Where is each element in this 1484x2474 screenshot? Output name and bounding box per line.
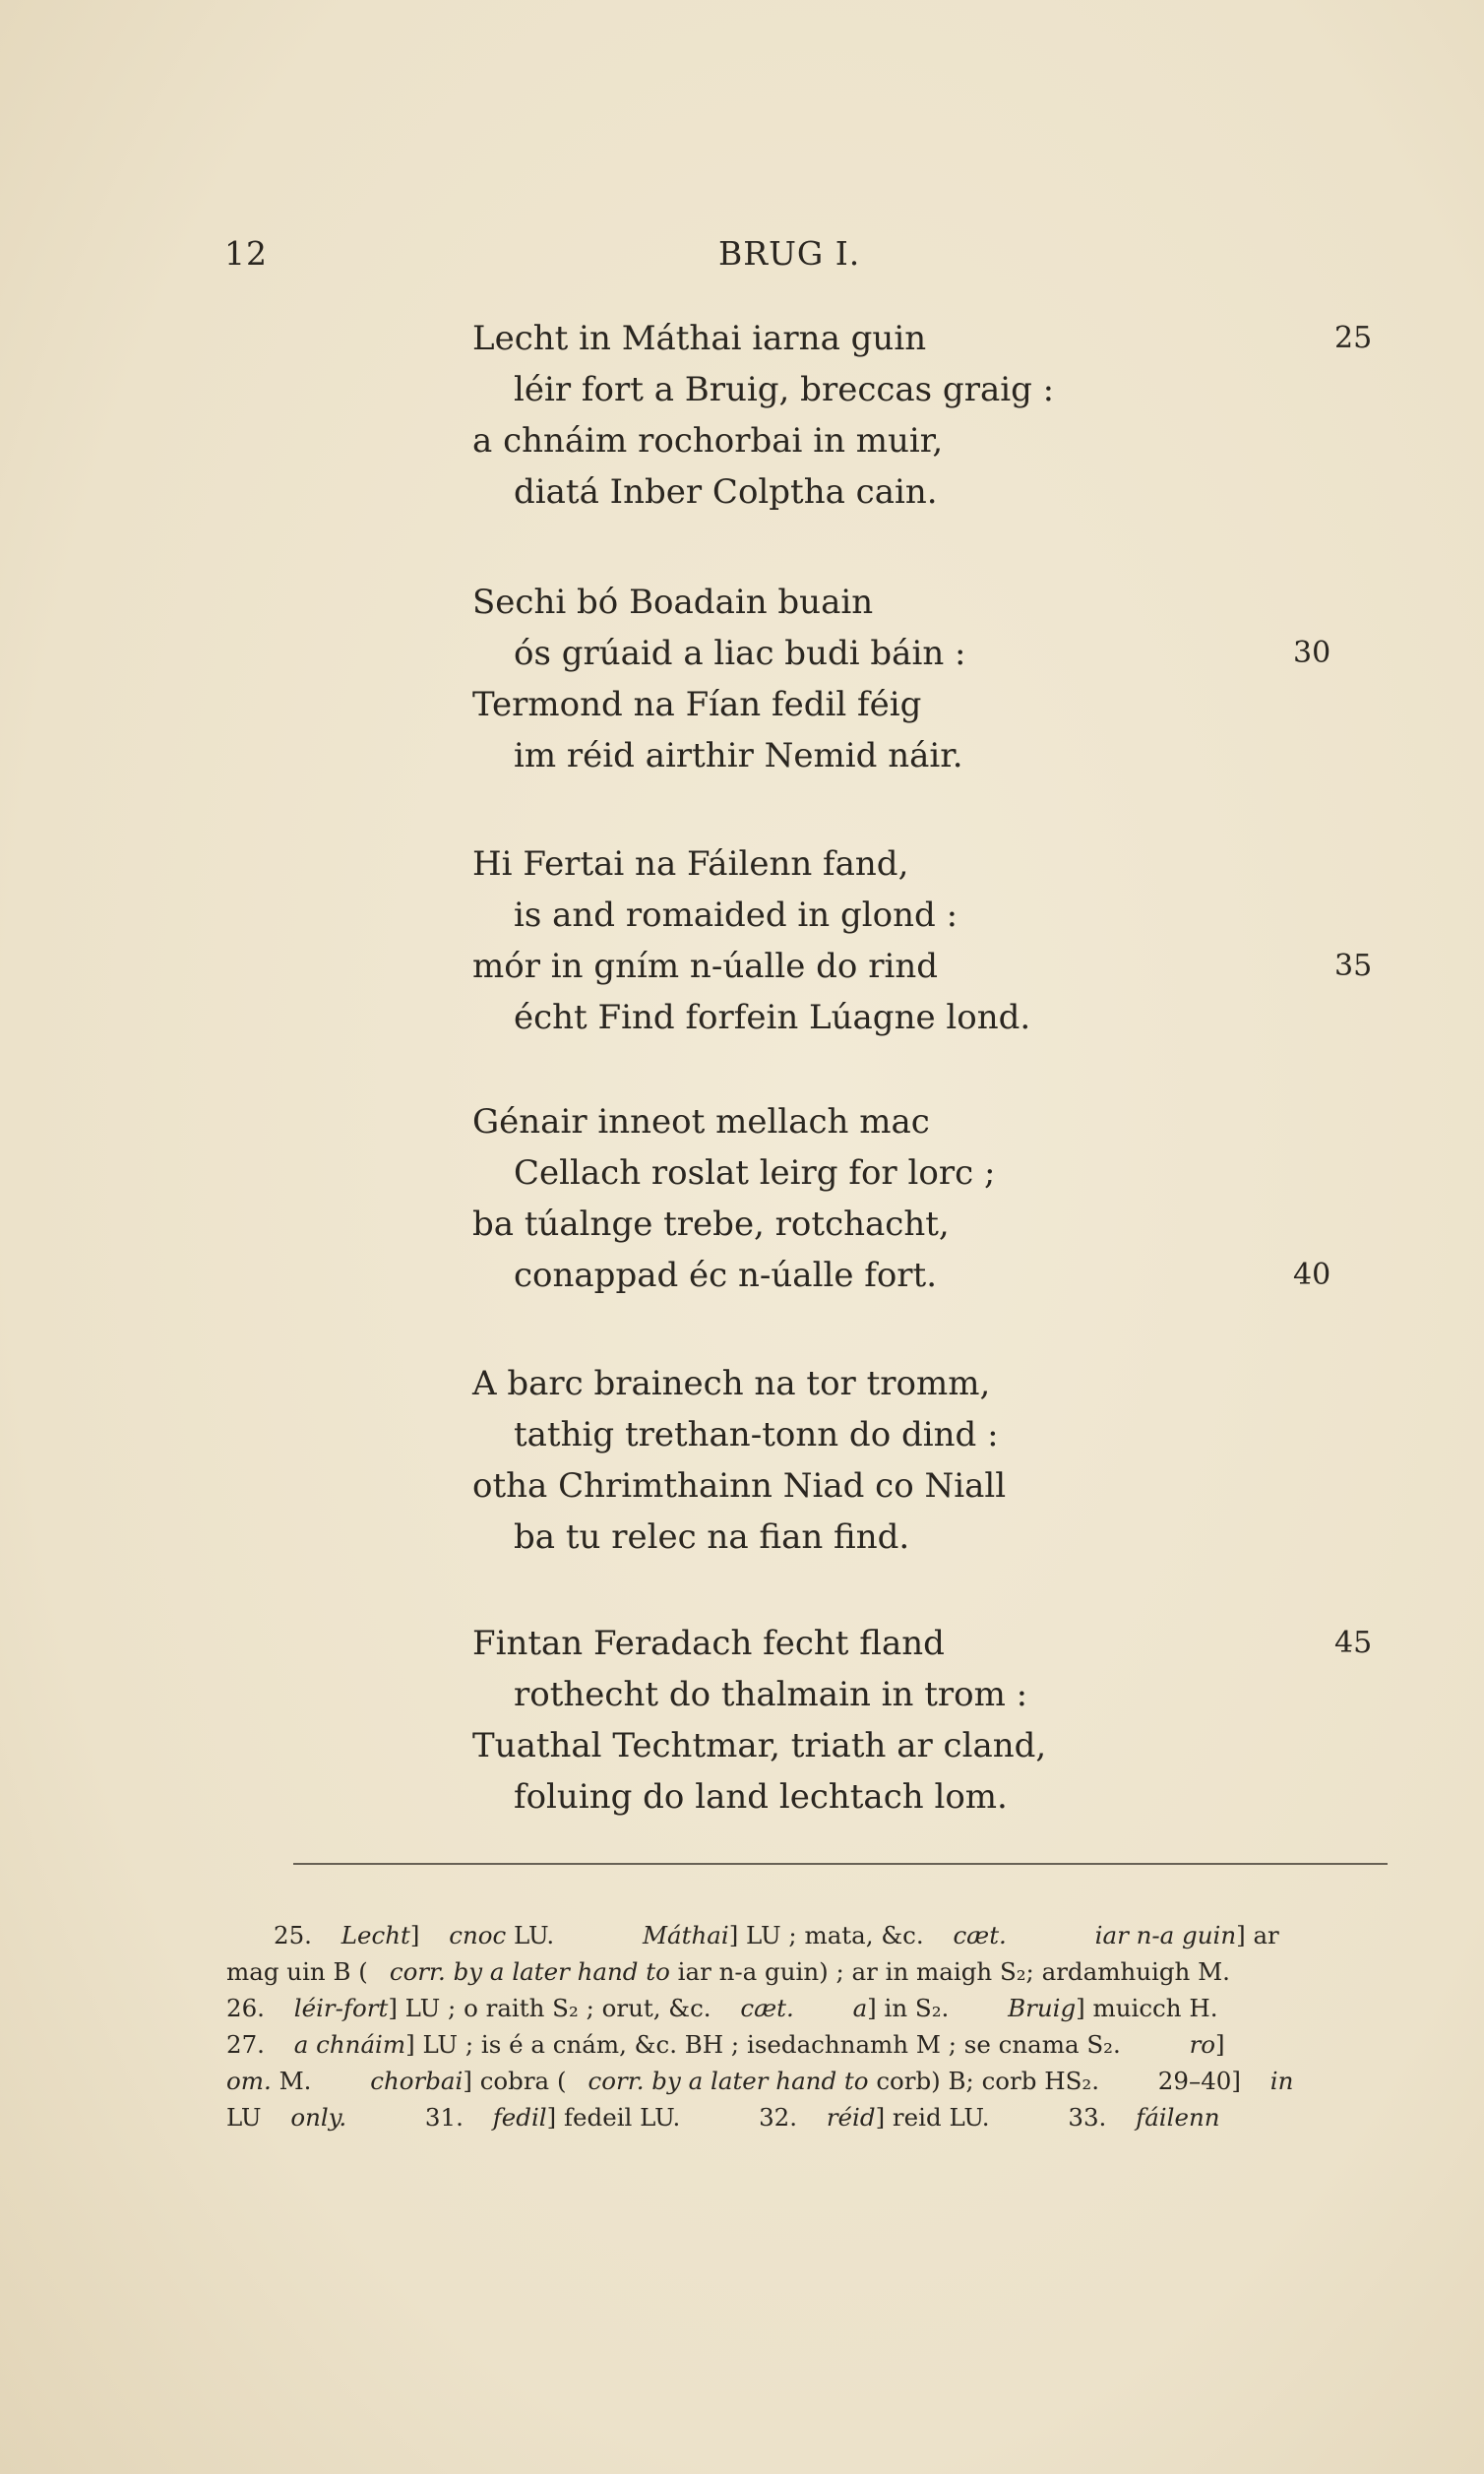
note-line: LU only. 31. fedil] fedeil LU. 32. réid] reid LU. 33. fáilenn [226, 2103, 1220, 2132]
line-number: 35 [1334, 949, 1373, 983]
verse-line: Cellach roslat leirg for lorc ; [514, 1153, 996, 1193]
line-number: 25 [1334, 321, 1373, 355]
line-number: 45 [1334, 1626, 1373, 1660]
note-line: 26. léir-fort] LU ; o raith S₂ ; orut, &c. cæt. a] in S₂. Bruig] muicch H. [226, 1994, 1218, 2022]
verse-line: is and romaided in glond : [514, 896, 958, 935]
verse-line: ba tu relec na fian find. [514, 1517, 910, 1557]
note-line: 25. Lecht] cnoc LU. Máthai] LU ; mata, &c. cæt. iar n-a guin] ar [274, 1921, 1279, 1949]
verse-line: A barc brainech na tor tromm, [472, 1364, 991, 1403]
verse-line: im réid airthir Nemid náir. [514, 736, 963, 775]
stanza-2 [472, 577, 1358, 781]
stanza-3 [472, 838, 1373, 1043]
verse-line: rothecht do thalmain in trom : [514, 1675, 1028, 1714]
stanza-5 [472, 1358, 1358, 1563]
verse-line: Lecht in Máthai iarna guin 25 [472, 313, 1358, 364]
verse-line: Fintan Feradach fecht fland 45 [472, 1618, 1358, 1669]
verse-line: otha Chrimthainn Niad co Niall [472, 1466, 1007, 1506]
page-number: 12 [224, 234, 268, 273]
verse-line: tathig trethan-tonn do dind : [514, 1415, 999, 1454]
line-number: 30 [1293, 636, 1331, 670]
footnote-divider [293, 1863, 1388, 1865]
verse-line: écht Find forfein Lúagne lond. [514, 998, 1031, 1037]
stanza-4 [472, 1096, 1358, 1301]
page-header [224, 234, 1386, 283]
verse-line: léir fort a Bruig, breccas graig : [514, 370, 1055, 409]
verse-line: conappad éc n-úalle fort. 40 [472, 1250, 1358, 1301]
note-line: om. M. chorbai] cobra ( corr. by a later hand to corb) B; corb HS₂. 29–40] in [226, 2067, 1294, 2095]
verse-line: Sechi bó Boadain buain [472, 583, 874, 622]
line-number: 40 [1293, 1258, 1331, 1292]
stanza-1 [472, 313, 1373, 518]
verse-line: ós grúaid a liac budi báin : 30 [472, 628, 1358, 679]
verse-line: Hi Fertai na Fáilenn fand, [472, 844, 909, 884]
verse-line: a chnáim rochorbai in muir, [472, 421, 944, 461]
running-head: BRUG I. [718, 234, 861, 273]
verse-line: Génair inneot mellach mac [472, 1102, 930, 1142]
verse-line: diatá Inber Colptha cain. [514, 472, 938, 512]
verse-line: Termond na Fían fedil féig [472, 685, 922, 724]
note-line: 27. a chnáim] LU ; is é a cnám, &c. BH ; isedachnamh M ; se cnama S₂. ro] [226, 2030, 1225, 2059]
verse-line: Tuathal Techtmar, triath ar cland, [472, 1726, 1047, 1765]
verse-line: ba túalnge trebe, rotchacht, [472, 1205, 950, 1244]
stanza-6 [472, 1618, 1373, 1823]
critical-apparatus [226, 1917, 1383, 2135]
verse-line: foluing do land lechtach lom. [514, 1777, 1008, 1817]
verse-line: mór in gním n-úalle do rind 35 [472, 941, 1358, 992]
note-line: mag uin B ( corr. by a later hand to iar n-a guin) ; ar in maigh S₂; ardamhuigh M. [226, 1957, 1230, 1986]
